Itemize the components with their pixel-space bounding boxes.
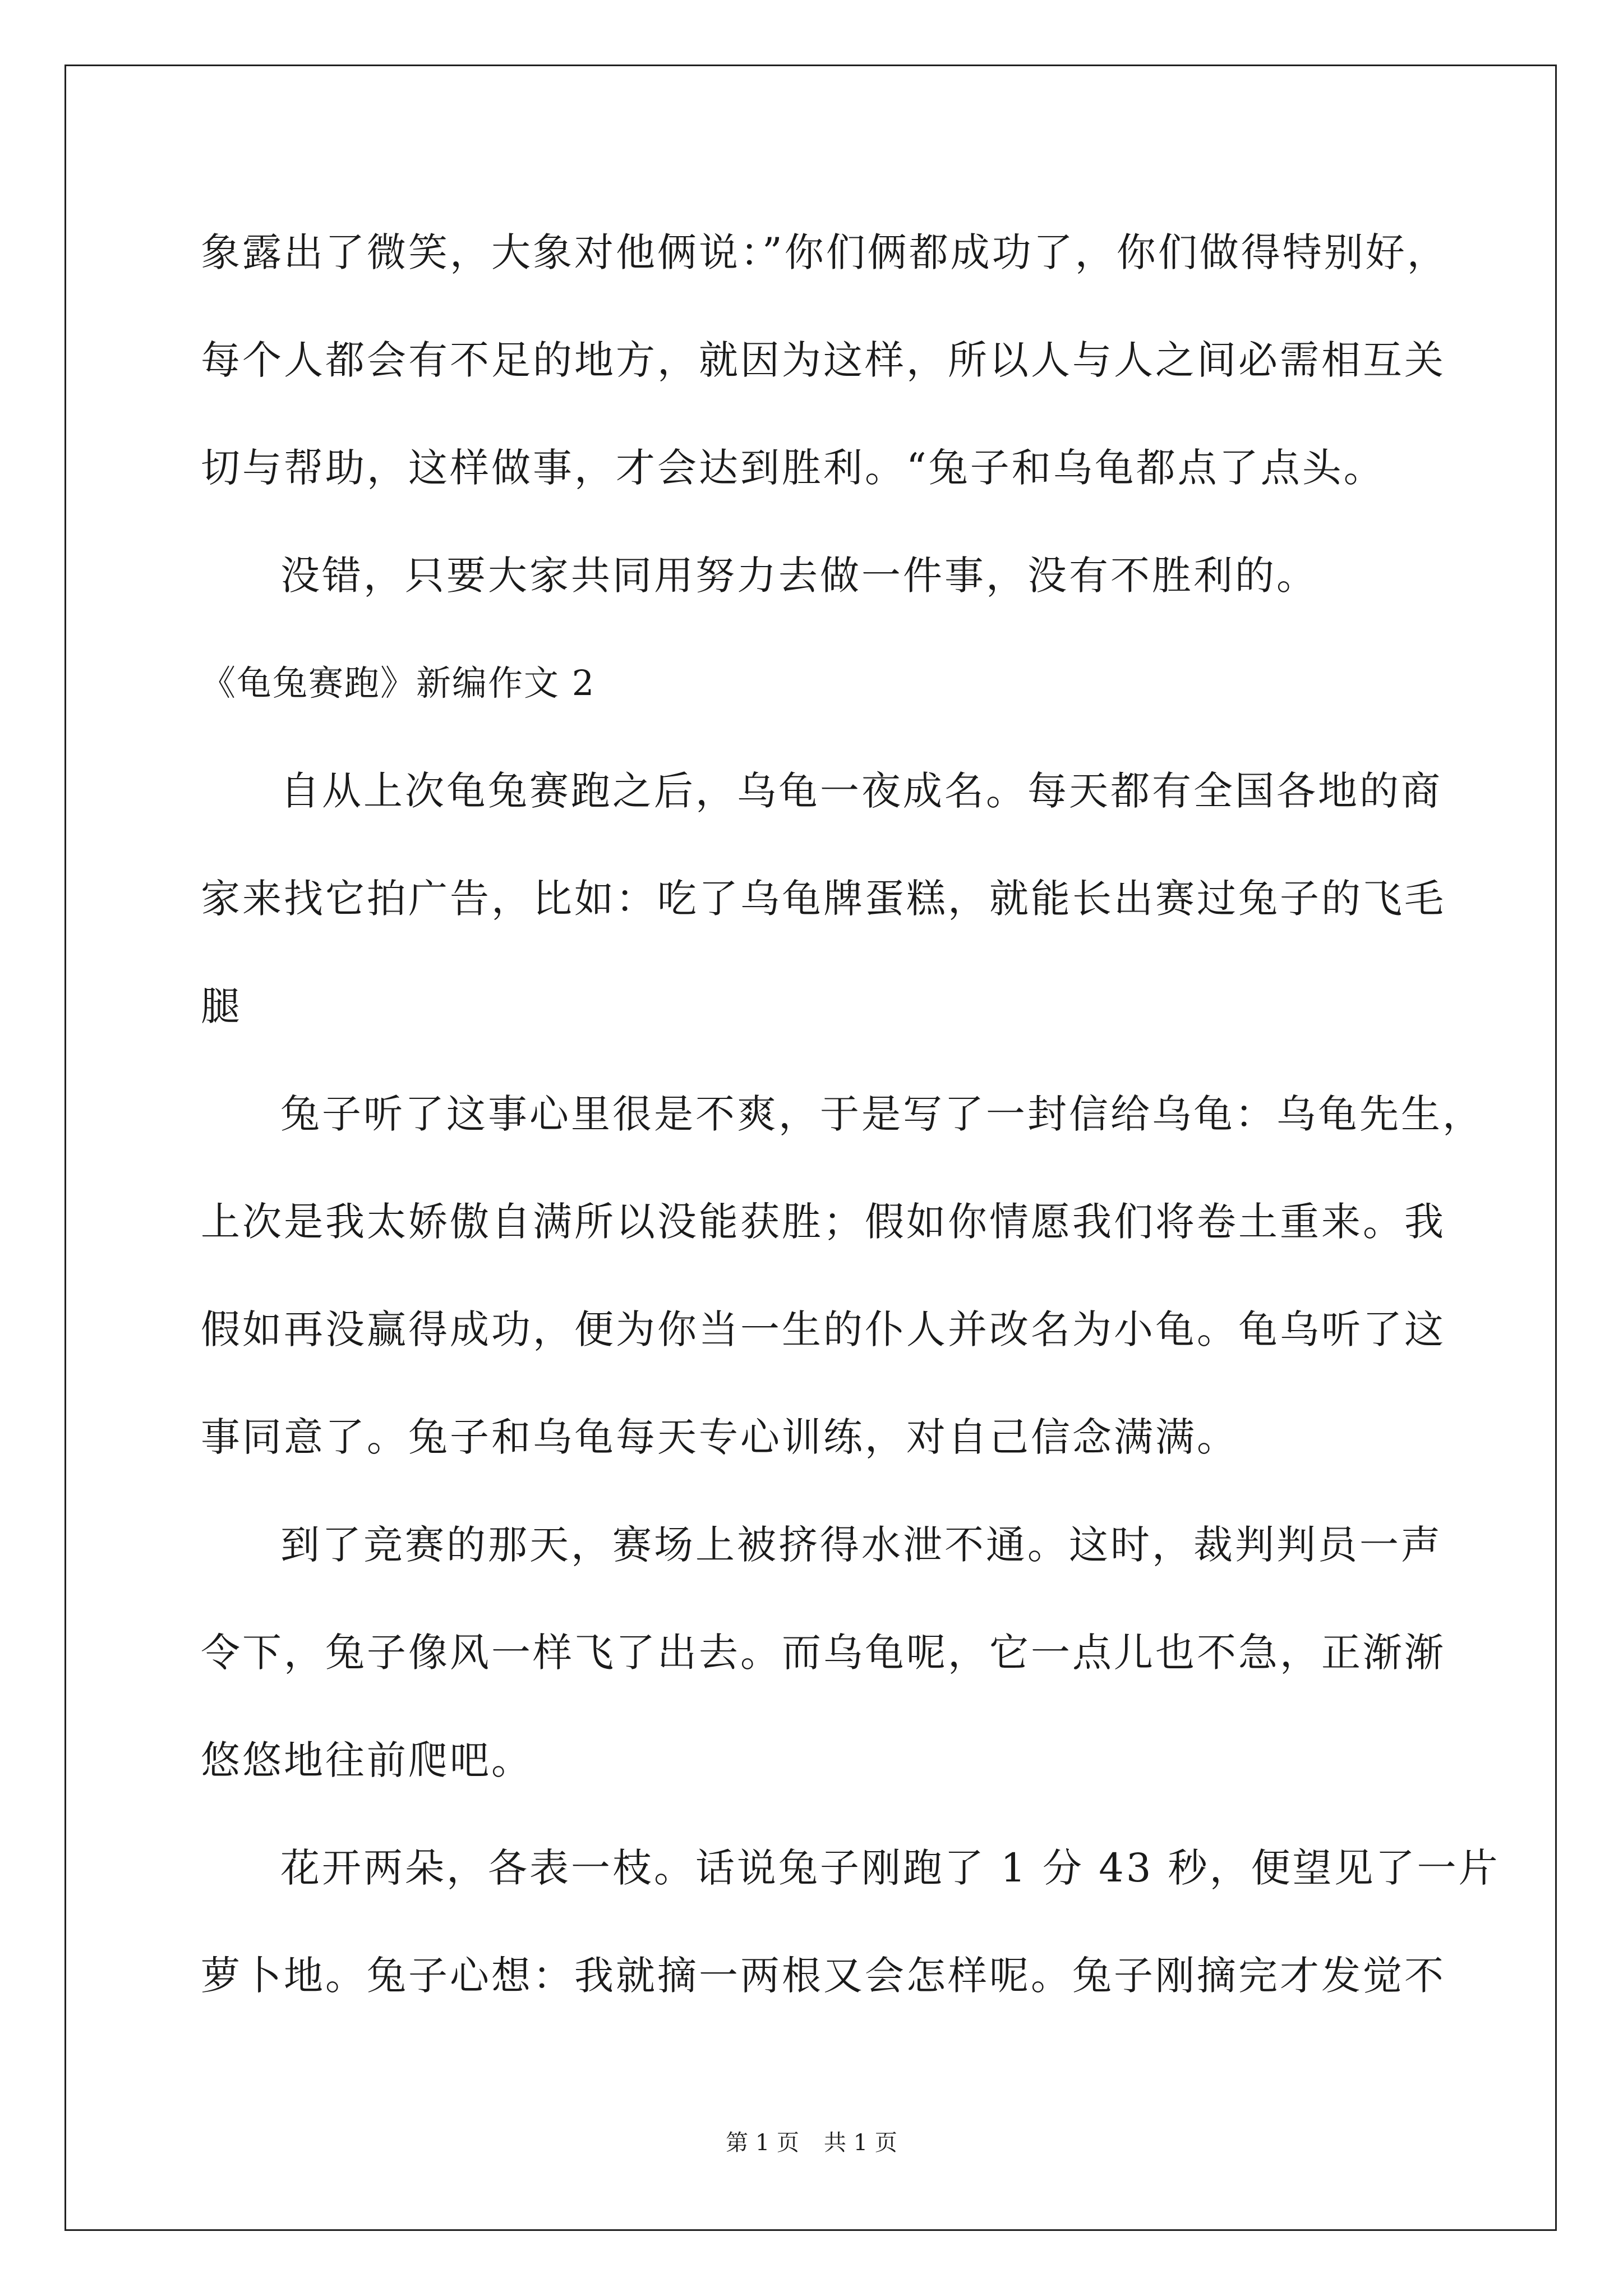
text-line: 假如再没赢得成功，便为你当一生的仆人并改名为小龟。龟乌听了这	[201, 1306, 1446, 1352]
text-line: 每个人都会有不足的地方，就因为这样，所以人与人之间必需相互关	[201, 337, 1446, 383]
text-line: 腿	[201, 983, 242, 1029]
text-line: 事同意了。兔子和乌龟每天专心训练，对自己信念满满。	[201, 1414, 1238, 1460]
text-line: 到了竞赛的那天，赛场上被挤得水泄不通。这时，裁判判员一声	[280, 1522, 1442, 1568]
text-line: 悠悠地往前爬吧。	[201, 1737, 533, 1783]
text-line: 家来找它拍广告，比如：吃了乌龟牌蛋糕，就能长出赛过兔子的飞毛	[201, 876, 1446, 922]
text-line: 上次是我太娇傲自满所以没能获胜；假如你情愿我们将卷土重来。我	[201, 1199, 1446, 1245]
text-line: 花开两朵，各表一枝。话说兔子刚跑了 1 分 43 秒，便望见了一片	[280, 1845, 1500, 1891]
page-total: 共 1 页	[824, 2130, 897, 2156]
page-border	[64, 65, 1557, 2231]
page-number: 第 1 页	[726, 2130, 799, 2156]
page-footer	[0, 2129, 1623, 2157]
text-line: 切与帮助，这样做事，才会达到胜利。“兔子和乌龟都点了点头。	[201, 445, 1385, 491]
text-line: 没错，只要大家共同用努力去做一件事，没有不胜利的。	[280, 553, 1318, 599]
text-line: 兔子听了这事心里很是不爽，于是写了一封信给乌龟：乌龟先生，	[280, 1091, 1484, 1137]
section-heading: 《龟兔赛跑》新编作文 2	[201, 662, 596, 703]
text-line: 萝卜地。兔子心想：我就摘一两根又会怎样呢。兔子刚摘完才发觉不	[201, 1953, 1446, 1999]
text-line: 象露出了微笑，大象对他俩说：”你们俩都成功了，你们做得特别好，	[201, 229, 1449, 275]
text-line: 令下，兔子像风一样飞了出去。而乌龟呢，它一点儿也不急，正渐渐	[201, 1630, 1446, 1676]
text-line: 自从上次龟兔赛跑之后，乌龟一夜成名。每天都有全国各地的商	[280, 768, 1442, 814]
